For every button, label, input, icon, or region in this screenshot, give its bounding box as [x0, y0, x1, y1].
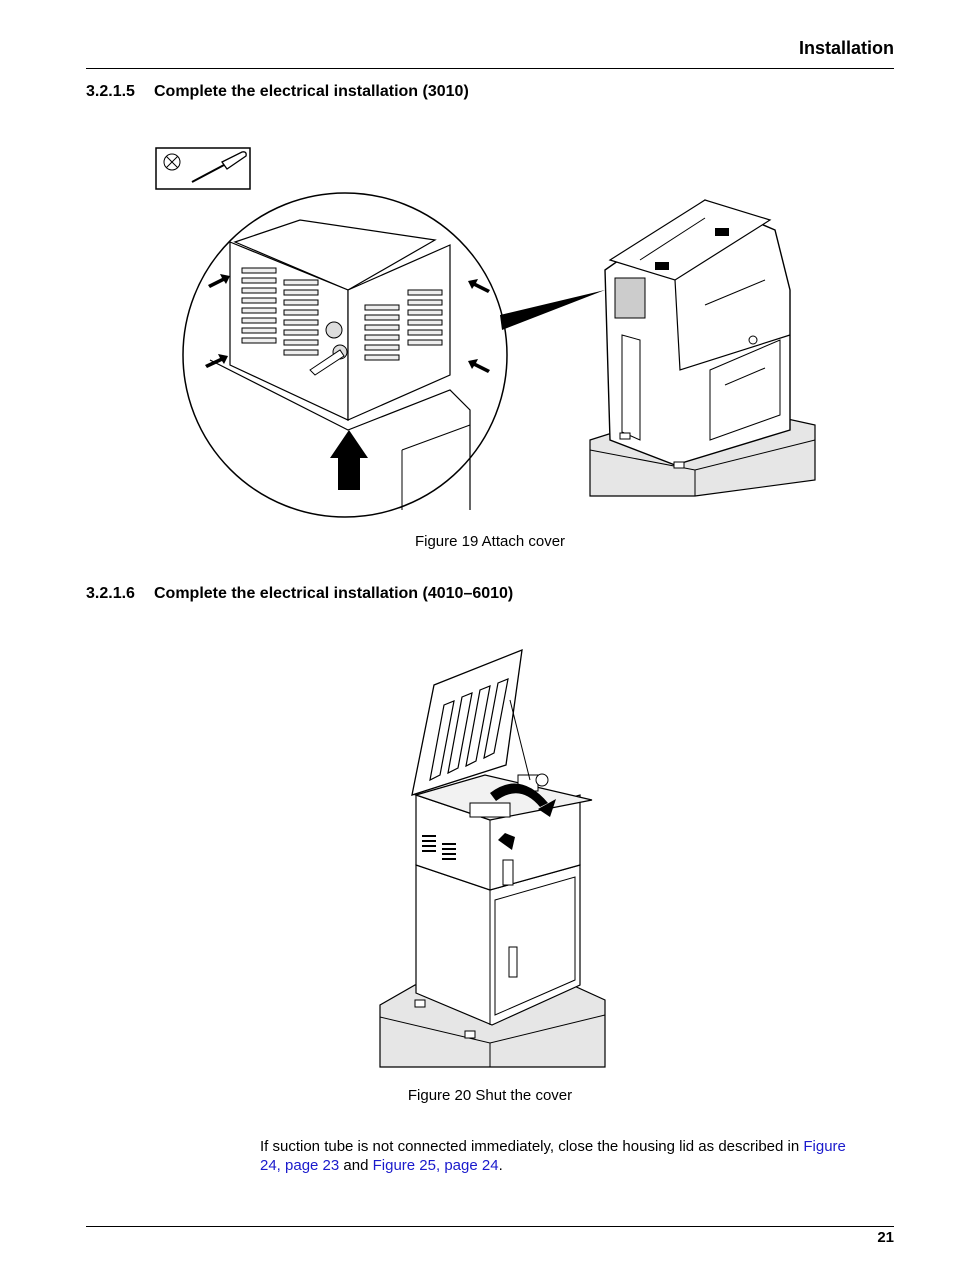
figure-20-caption: Figure 20 Shut the cover — [407, 1087, 573, 1104]
page-header: Installation — [798, 38, 894, 58]
page-number: 21 — [877, 1229, 894, 1246]
body-text-after: . — [498, 1157, 503, 1174]
section-number: 3.2.1.5 — [86, 83, 135, 100]
section-heading-3010 — [86, 83, 469, 101]
body-paragraph — [260, 1137, 860, 1175]
footer-rule — [86, 1226, 894, 1227]
magnified-detail — [183, 193, 605, 517]
figure-19-caption: Figure 19 Attach cover — [414, 533, 566, 550]
header-rule — [86, 68, 894, 69]
section-heading-4010-6010 — [86, 585, 513, 603]
figure-19-illustration — [150, 140, 830, 525]
section-title: Complete the electrical installation (4010–6010) — [154, 585, 514, 602]
figure-20-illustration — [370, 645, 615, 1070]
section-title: Complete the electrical installation (3010) — [154, 83, 469, 100]
body-text-before: If suction tube is not connected immediately, close the housing lid as described in — [260, 1138, 804, 1155]
body-text-middle: and — [339, 1157, 373, 1174]
link-figure-24[interactable]: Figure 24, page 23 — [260, 1138, 846, 1174]
tools-box — [156, 148, 250, 189]
analyzer-machine — [590, 200, 815, 496]
section-number: 3.2.1.6 — [86, 585, 135, 602]
link-figure-25[interactable]: Figure 25, page 24 — [372, 1157, 499, 1174]
